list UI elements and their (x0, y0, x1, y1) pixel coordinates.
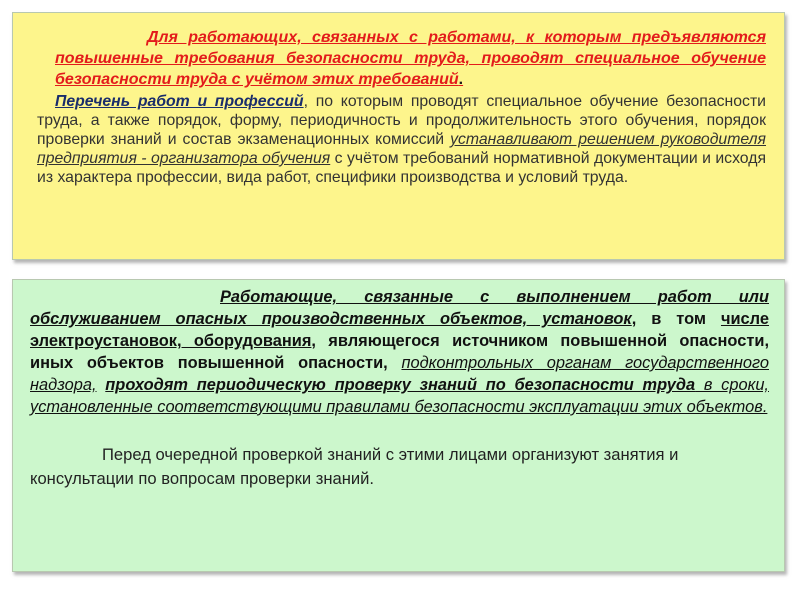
green-note: Перед очередной проверкой знаний с этими лицами организуют занятия и консультации по вопросам проверки знаний. (30, 445, 679, 488)
yellow-paragraph-text-2: с учётом требований нормативной документации и исходя из характера профессии, вида работ, специфики производства и условий труда. (37, 150, 767, 186)
green-paragraph-check: проходят периодическую проверку знаний по безопасности труда (105, 376, 696, 394)
green-paragraph-space (97, 376, 106, 394)
green-paragraph-text-3: в сроки, установленные соответствующими правилами безопасности эксплуатации этих объектов. (30, 376, 769, 416)
green-paragraph-lead: Работающие, связанные с выполнением работ или обслуживанием опасных производственных объектов, установок (30, 288, 769, 328)
green-paragraph-supervision: подконтрольных органам государственного надзора, (30, 354, 769, 394)
yellow-paragraph-emphasis: устанавливают решением руководителя предприятия - организатора обучения (37, 131, 766, 167)
yellow-paragraph-lead: Перечень работ и профессий (55, 93, 304, 110)
green-paragraph-text-1: , в том (631, 310, 721, 328)
yellow-paragraph (37, 92, 766, 187)
green-paragraph-equipment: числе электроустановок, оборудования (30, 310, 769, 350)
green-info-box (12, 279, 785, 572)
yellow-heading (55, 27, 766, 90)
yellow-heading-text: Для работающих, связанных с работами, к которым предъявляются повышенные требования безопасности труда, проводят специальное обучение безопасности труда с учётом этих требований (55, 29, 766, 88)
green-paragraph-text-2: , являющегося источником повышенной опасности, иных объектов повышенной опасности, (30, 332, 770, 372)
yellow-paragraph-text-1: , по которым проводят специальное обучение безопасности труда, а также порядок, форму, периодичность и продолжительность этого обучения, порядок проверки знаний и состав экзаменационных комиссий (37, 93, 767, 148)
yellow-heading-period: . (458, 71, 464, 88)
yellow-info-box (12, 12, 785, 260)
green-paragraph (30, 286, 769, 418)
